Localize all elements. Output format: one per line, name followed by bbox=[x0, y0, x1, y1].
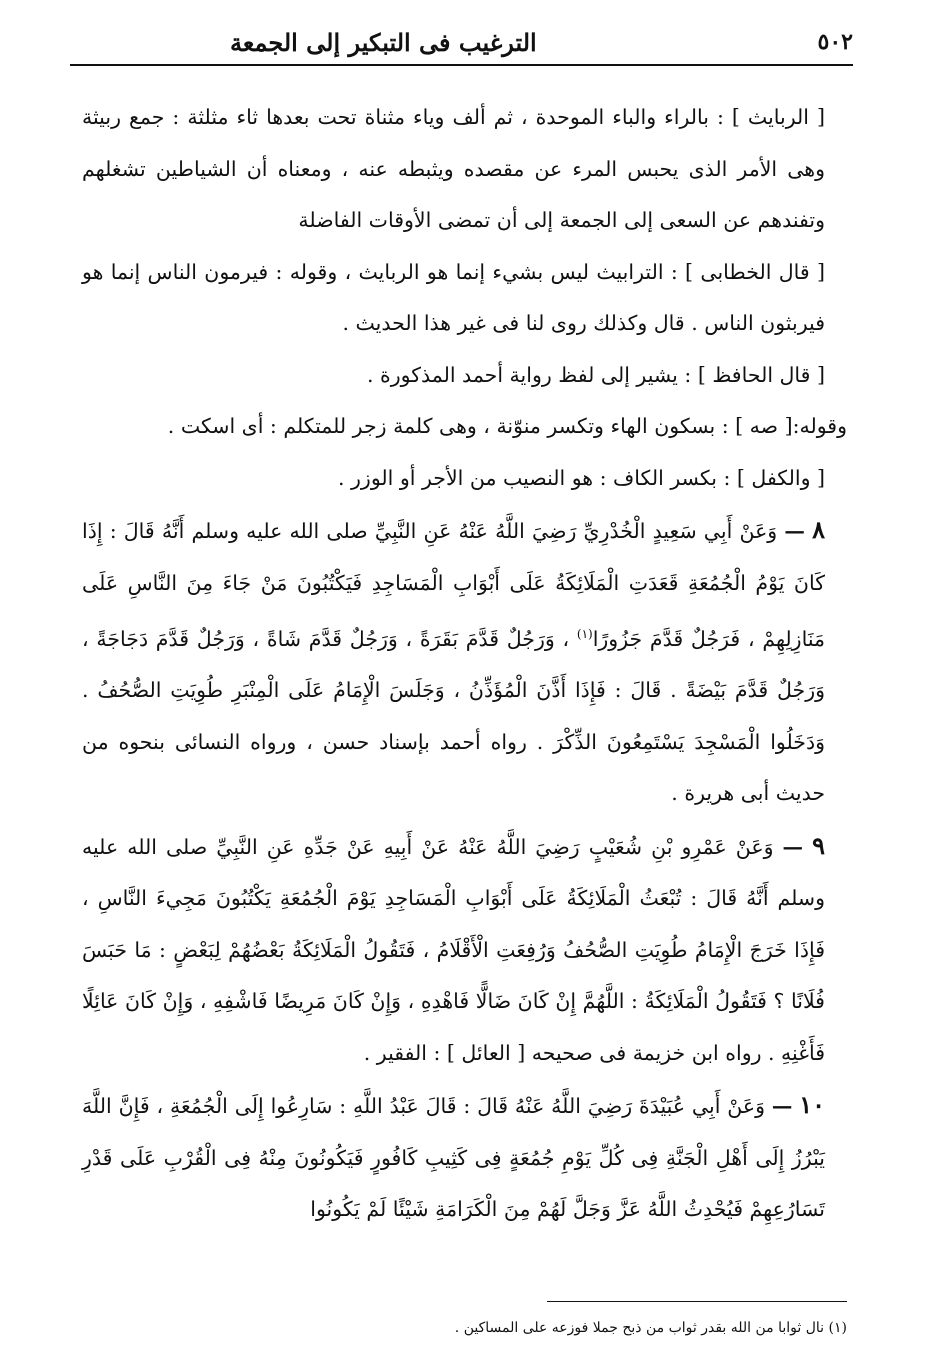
footnote-reference: (١) bbox=[576, 627, 593, 641]
hadith-10 bbox=[82, 1079, 847, 1236]
page-number: ٥٠٢ bbox=[817, 29, 853, 55]
hadith-8 bbox=[82, 504, 847, 820]
hadith-dash: — bbox=[784, 519, 805, 543]
hadith-dash: — bbox=[771, 1094, 793, 1119]
paragraph-sah: وقوله:[ صه ] : بسكون الهاء وتكسر منوّنة ، وهى كلمة زجر للمتكلم : أى اسكت . bbox=[167, 414, 847, 438]
hadith-dash: — bbox=[782, 834, 804, 859]
hadith-number: ٩ bbox=[812, 830, 825, 860]
running-title: الترغيب فى التبكير إلى الجمعة bbox=[230, 27, 537, 57]
hadith-text: وَعَنْ أَبِي سَعِيدٍ الْخُدْرِيِّ رَضِيَ اللَّهُ عَنْهُ عَنِ النَّبِيِّ صلى الله عليه وسلم أَنَّهُ قَالَ : إِذَا كَانَ يَوْمُ الْجُمُعَةِ قَعَدَتِ الْمَلَائِكَةُ عَلَى أَبْوَابِ الْمَسَاجِدِ فَيَكْتُبُونَ مَنْ جَاءَ مِنَ النَّاسِ عَلَى مَنَازِلِهِمْ ، فَرَجُلٌ قَدَّمَ جَزُورًا bbox=[82, 519, 825, 651]
page-body bbox=[82, 92, 847, 1236]
footnote-divider bbox=[547, 1301, 847, 1302]
hadith-number: ١٠ bbox=[799, 1090, 825, 1120]
paragraph-rabayith: [ الربايث ] : بالراء والباء الموحدة ، ثم ألف وياء مثناة تحت بعدها ثاء مثلثة : جمع ربيثة وهى الأمر الذى يحبس المرء عن مقصده ويثبطه عنه ، ومعناه أن الشياطين تشغلهم وتفندهم عن السعى إلى الجمعة إلى أن تمضى الأوقات الفاضلة bbox=[82, 105, 825, 232]
hadith-text-continued: ، وَرَجُلٌ قَدَّمَ بَقَرَةً ، وَرَجُلٌ قَدَّمَ شَاةً ، وَرَجُلٌ قَدَّمَ دَجَاجَةً ، وَرَجُلٌ قَدَّمَ بَيْضَةً . قَالَ : فَإِذَا أَذَّنَ الْمُؤَذِّنُ ، وَجَلَسَ الْإِمَامُ عَلَى الْمِنْبَرِ طُوِيَتِ الصُّحُفُ . وَدَخَلُوا الْمَسْجِدَ يَسْتَمِعُونَ الذِّكْرَ . رواه أحمد بإسناد حسن ، ورواه النسائى بنحوه من حديث أبى هريرة . bbox=[82, 626, 825, 806]
hadith-text: وَعَنْ أَبِي عُبَيْدَةَ رَضِيَ اللَّهُ عَنْهُ قَالَ : قَالَ عَبْدُ اللَّهِ : سَارِعُوا إِلَى الْجُمُعَةِ ، فَإِنَّ اللَّهَ يَبْرُزُ إِلَى أَهْلِ الْجَنَّةِ فِى كُلِّ يَوْمِ جُمُعَةٍ فِى كَثِيبِ كَافُورٍ فَيَكُونُونَ مِنْهُ فِى الْقُرْبِ عَلَى قَدْرِ تَسَارُعِهِمْ فَيُحْدِثُ اللَّهُ عَزَّ وَجَلَّ لَهُمْ مِنَ الْكَرَامَةِ شَيْئًا لَمْ يَكُونُوا bbox=[82, 1094, 825, 1222]
paragraph-hafiz: [ قال الحافظ ] : يشير إلى لفظ رواية أحمد المذكورة . bbox=[366, 362, 825, 387]
page-header bbox=[70, 20, 853, 66]
paragraph-kifl: [ والكفل ] : بكسر الكاف : هو النصيب من الأجر أو الوزر . bbox=[338, 465, 825, 490]
hadith-9 bbox=[82, 820, 847, 1080]
hadith-text: وَعَنْ عَمْرِو بْنِ شُعَيْبٍ رَضِيَ اللَّهُ عَنْهُ عَنْ أَبِيهِ عَنْ جَدِّهِ عَنِ النَّبِيِّ صلى الله عليه وسلم أَنَّهُ قَالَ : تُبْعَثُ الْمَلَائِكَةُ عَلَى أَبْوَابِ الْمَسَاجِدِ يَوْمَ الْجُمُعَةِ يَكْتُبُونَ مَجِيءَ النَّاسِ ، فَإِذَا خَرَجَ الْإِمَامُ طُوِيَتِ الصُّحُفُ وَرُفِعَتِ الْأَقْلَامُ ، فَتَقُولُ الْمَلَائِكَةُ بَعْضُهُمْ لِبَعْضٍ : مَا حَبَسَ فُلَانًا ؟ فَتَقُولُ الْمَلَائِكَةُ : اللَّهُمَّ إِنْ كَانَ ضَالًّا فَاهْدِهِ ، وَإِنْ كَانَ مَرِيضًا فَاشْفِهِ ، وَإِنْ كَانَ عَائِلًا فَأَغْنِهِ . رواه ابن خزيمة فى صحيحه [ العائل ] : الفقير . bbox=[82, 834, 825, 1065]
hadith-number: ٨ bbox=[812, 515, 825, 544]
footnote: (١) نال ثوابا من الله بقدر ثواب من ذبح جملا فوزعه على المساكين . bbox=[454, 1320, 847, 1336]
paragraph-khattabi: [ قال الخطابى ] : الترابيث ليس بشيء إنما هو الربايث ، وقوله : فيرمون الناس إنما هو فيربثون الناس . قال وكذلك روى لنا فى غير هذا الحديث . bbox=[82, 259, 825, 335]
